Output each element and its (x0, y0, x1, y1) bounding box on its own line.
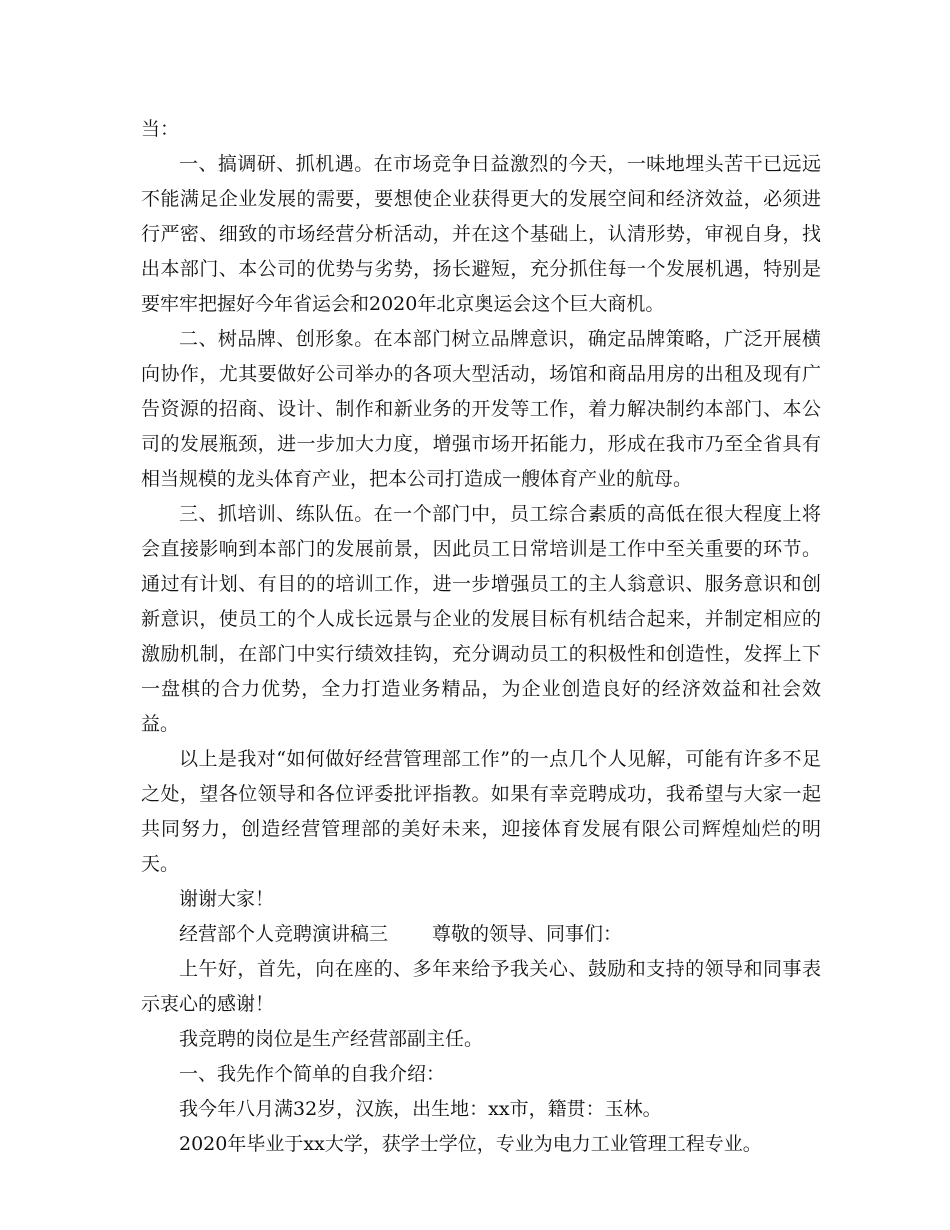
paragraph-conclusion: 以上是我对“如何做好经营管理部工作”的一点几个人见解，可能有许多不足之处，望各位领导和各位评委批评指教。如果有幸竞聘成功，我希望与大家一起共同努力，创造经营管理部的美好未来，迎接体育发展有限公司辉煌灿烂的明天。 (141, 748, 821, 875)
paragraph-training: 三、抓培训、练队伍。在一个部门中，员工综合素质的高低在很大程度上将会直接影响到本部门的发展前景，因此员工日常培训是工作中至关重要的环节。通过有计划、有目的的培训工作，进一步增强员工的主人翁意识、服务意识和创新意识，使员工的个人成长远景与企业的发展目标有机结合起来，并制定相应的激励机制，在部门中实行绩效挂钩，充分调动员工的积极性和创造性，发挥上下一盘棋的合力优势，全力打造业务精品，为企业创造良好的经济效益和社会效益。 (141, 503, 821, 735)
paragraph-intro-heading: 一、我先作个简单的自我介绍： (179, 1063, 446, 1085)
lead-line: 当： (141, 118, 180, 140)
paragraph-thanks: 谢谢大家！ (179, 888, 275, 910)
paragraph-personal-info: 我今年八月满32岁，汉族，出生地：xx市，籍贯：玉林。 (179, 1098, 662, 1120)
paragraph-brand: 二、树品牌、创形象。在本部门树立品牌意识，确定品牌策略，广泛开展横向协作，尤其要做好公司举办的各项大型活动，场馆和商品用房的出租及现有广告资源的招商、设计、制作和新业务的开发等工作，着力解决制约本部门、本公司的发展瓶颈，进一步加大力度，增强市场开拓能力，形成在我市乃至全省具有相当规模的龙头体育产业，把本公司打造成一艘体育产业的航母。 (141, 328, 821, 490)
section-heading-title: 经营部个人竞聘演讲稿三 (179, 923, 389, 945)
section-heading (141, 917, 821, 952)
section-heading-greeting: 尊敬的领导、同事们： (432, 923, 623, 945)
document-body (141, 112, 821, 1162)
paragraph-education: 2020年毕业于xx大学，获学士学位，专业为电力工业管理工程专业。 (179, 1133, 762, 1155)
paragraph-position: 我竞聘的岗位是生产经营部副主任。 (179, 1028, 484, 1050)
paragraph-research: 一、搞调研、抓机遇。在市场竞争日益激烈的今天，一味地埋头苦干已远远不能满足企业发展的需要，要想使企业获得更大的发展空间和经济效益，必须进行严密、细致的市场经营分析活动，并在这个基础上，认清形势，审视自身，找出本部门、本公司的优势与劣势，扬长避短，充分抓住每一个发展机遇，特别是要牢牢把握好今年省运会和2020年北京奥运会这个巨大商机。 (141, 153, 821, 315)
paragraph-greeting: 上午好，首先，向在座的、多年来给予我关心、鼓励和支持的领导和同事表示衷心的感谢！ (141, 958, 821, 1015)
